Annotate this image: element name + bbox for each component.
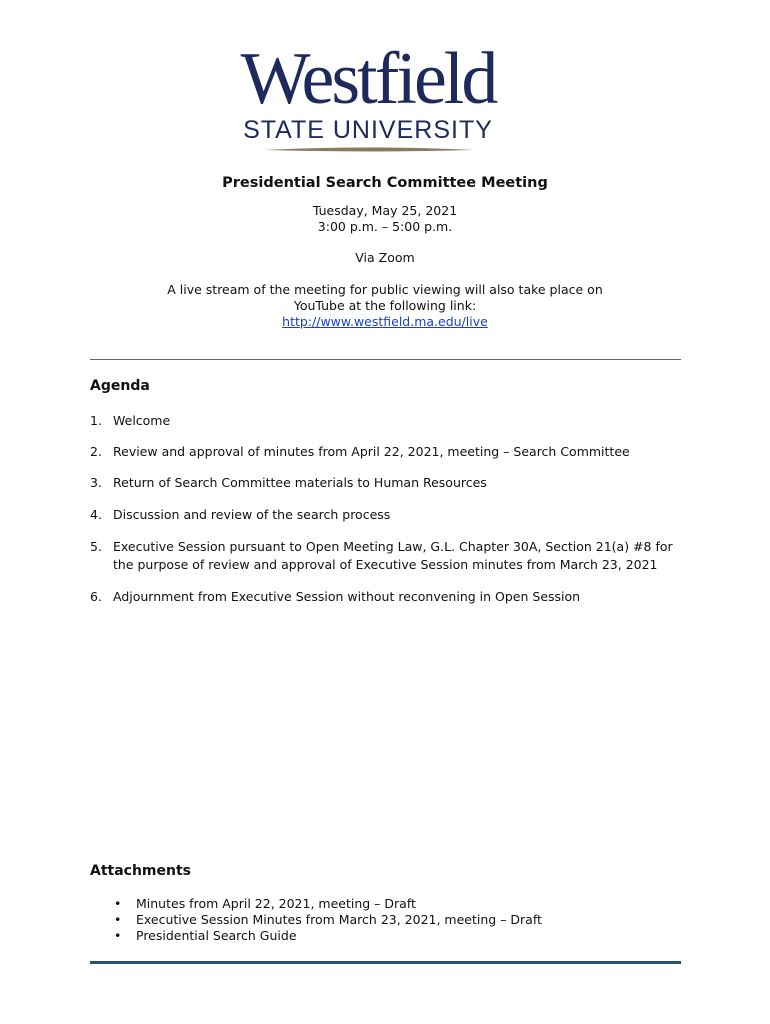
agenda-item-text: Return of Search Committee materials to Human Resources [113, 475, 487, 490]
agenda-item-text: Adjournment from Executive Session without reconvening in Open Session [113, 589, 581, 604]
agenda-item-number: 3. [90, 475, 102, 490]
stream-note-line1: A live stream of the meeting for public viewing will also take place on [167, 282, 603, 297]
logo-swoosh-icon [264, 146, 474, 154]
agenda-item-number: 6. [90, 589, 102, 604]
agenda-item-text: Review and approval of minutes from April 22, 2021, meeting – Search Committee [113, 444, 630, 459]
attachment-text: Executive Session Minutes from March 23, 2021, meeting – Draft [136, 912, 542, 927]
agenda-item-text: Discussion and review of the search process [113, 507, 391, 522]
westfield-logo [236, 38, 500, 158]
meeting-time: 3:00 p.m. – 5:00 p.m. [317, 219, 453, 234]
agenda-item-number: 1. [90, 413, 102, 428]
logo-subtitle: STATE UNIVERSITY [243, 116, 493, 144]
attachment-text: Presidential Search Guide [136, 928, 297, 943]
attachment-text: Minutes from April 22, 2021, meeting – Draft [136, 896, 416, 911]
agenda-item-text: Executive Session pursuant to Open Meeting Law, G.L. Chapter 30A, Section 21(a) #8 for the purpose of review and approval of Executive Session minutes from March 23, 2021 [113, 539, 673, 572]
meeting-date: Tuesday, May 25, 2021 [312, 203, 458, 218]
meeting-location: Via Zoom [355, 250, 415, 265]
bullet: • [114, 928, 122, 943]
bullet: • [114, 896, 122, 911]
stream-note-line2: YouTube at the following link: [293, 298, 477, 313]
agenda-item-number: 2. [90, 444, 102, 459]
footer-divider [90, 961, 681, 964]
logo-wordmark: Westfield [240, 38, 496, 120]
agenda-item-number: 4. [90, 507, 102, 522]
divider [90, 359, 681, 360]
attachments-heading: Attachments [90, 863, 192, 879]
agenda-item-number: 5. [90, 539, 102, 554]
agenda-heading: Agenda [90, 378, 150, 394]
bullet: • [114, 912, 122, 927]
meeting-title: Presidential Search Committee Meeting [222, 175, 548, 191]
stream-link[interactable]: http://www.westfield.ma.edu/live [282, 314, 488, 329]
agenda-item-text: Welcome [113, 413, 171, 428]
